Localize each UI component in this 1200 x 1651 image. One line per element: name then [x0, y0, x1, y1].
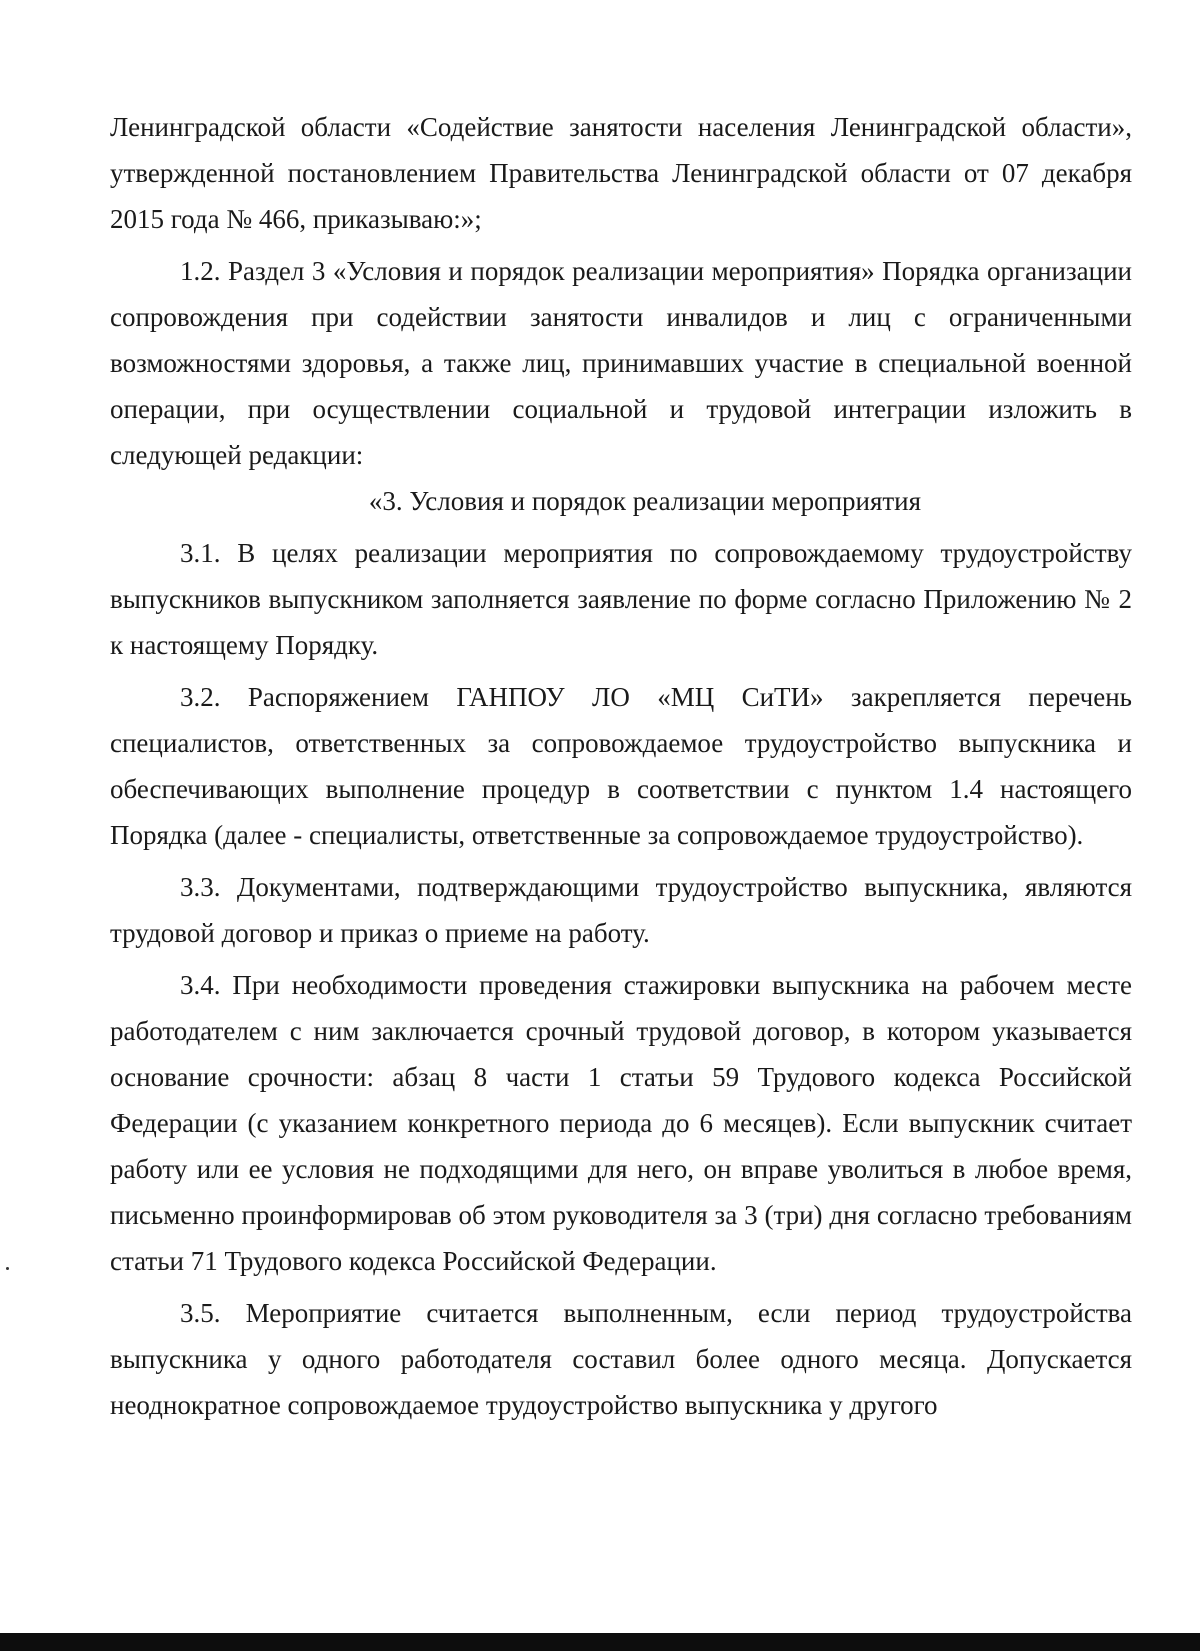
scan-speck	[6, 1267, 9, 1270]
paragraph-3-1: 3.1. В целях реализации мероприятия по сопровождаемому трудоустройству выпускников выпускником заполняется заявление по форме согласно Приложению № 2 к настоящему Порядку.	[110, 538, 1132, 660]
paragraph-3-3: 3.3. Документами, подтверждающими трудоустройство выпускника, являются трудовой договор и приказ о приеме на работу.	[110, 872, 1132, 948]
paragraph-continuation: Ленинградской области «Содействие занятости населения Ленинградской области», утвержденной постановлением Правительства Ленинградской области от 07 декабря 2015 года № 466, приказываю:»;	[110, 112, 1132, 234]
document-body	[110, 104, 1132, 1428]
section-heading: «3. Условия и порядок реализации мероприятия	[368, 486, 922, 516]
scan-bottom-edge	[0, 1633, 1200, 1651]
paragraph-3-2: 3.2. Распоряжением ГАНПОУ ЛО «МЦ СиТИ» закрепляется перечень специалистов, ответственных за сопровождаемое трудоустройство выпускника и обеспечивающих выполнение процедур в соответствии с пунктом 1.4 настоящего Порядка (далее - специалисты, ответственные за сопровождаемое трудоустройство).	[110, 682, 1132, 850]
paragraph-3-4: 3.4. При необходимости проведения стажировки выпускника на рабочем месте работодателем с ним заключается срочный трудовой договор, в котором указывается основание срочности: абзац 8 части 1 статьи 59 Трудового кодекса Российской Федерации (с указанием конкретного периода до 6 месяцев). Если выпускник считает работу или ее условия не подходящими для него, он вправе уволиться в любое время, письменно проинформировав об этом руководителя за 3 (три) дня согласно требованиям статьи 71 Трудового кодекса Российской Федерации.	[110, 970, 1132, 1276]
paragraph-3-5: 3.5. Мероприятие считается выполненным, если период трудоустройства выпускника у одного работодателя составил более одного месяца. Допускается неоднократное сопровождаемое трудоустройство выпускника у другого	[110, 1298, 1132, 1420]
paragraph-1-2: 1.2. Раздел 3 «Условия и порядок реализации мероприятия» Порядка организации сопровождения при содействии занятости инвалидов и лиц с ограниченными возможностями здоровья, а также лиц, принимавших участие в специальной военной операции, при осуществлении социальной и трудовой интеграции изложить в следующей редакции:	[110, 256, 1132, 470]
